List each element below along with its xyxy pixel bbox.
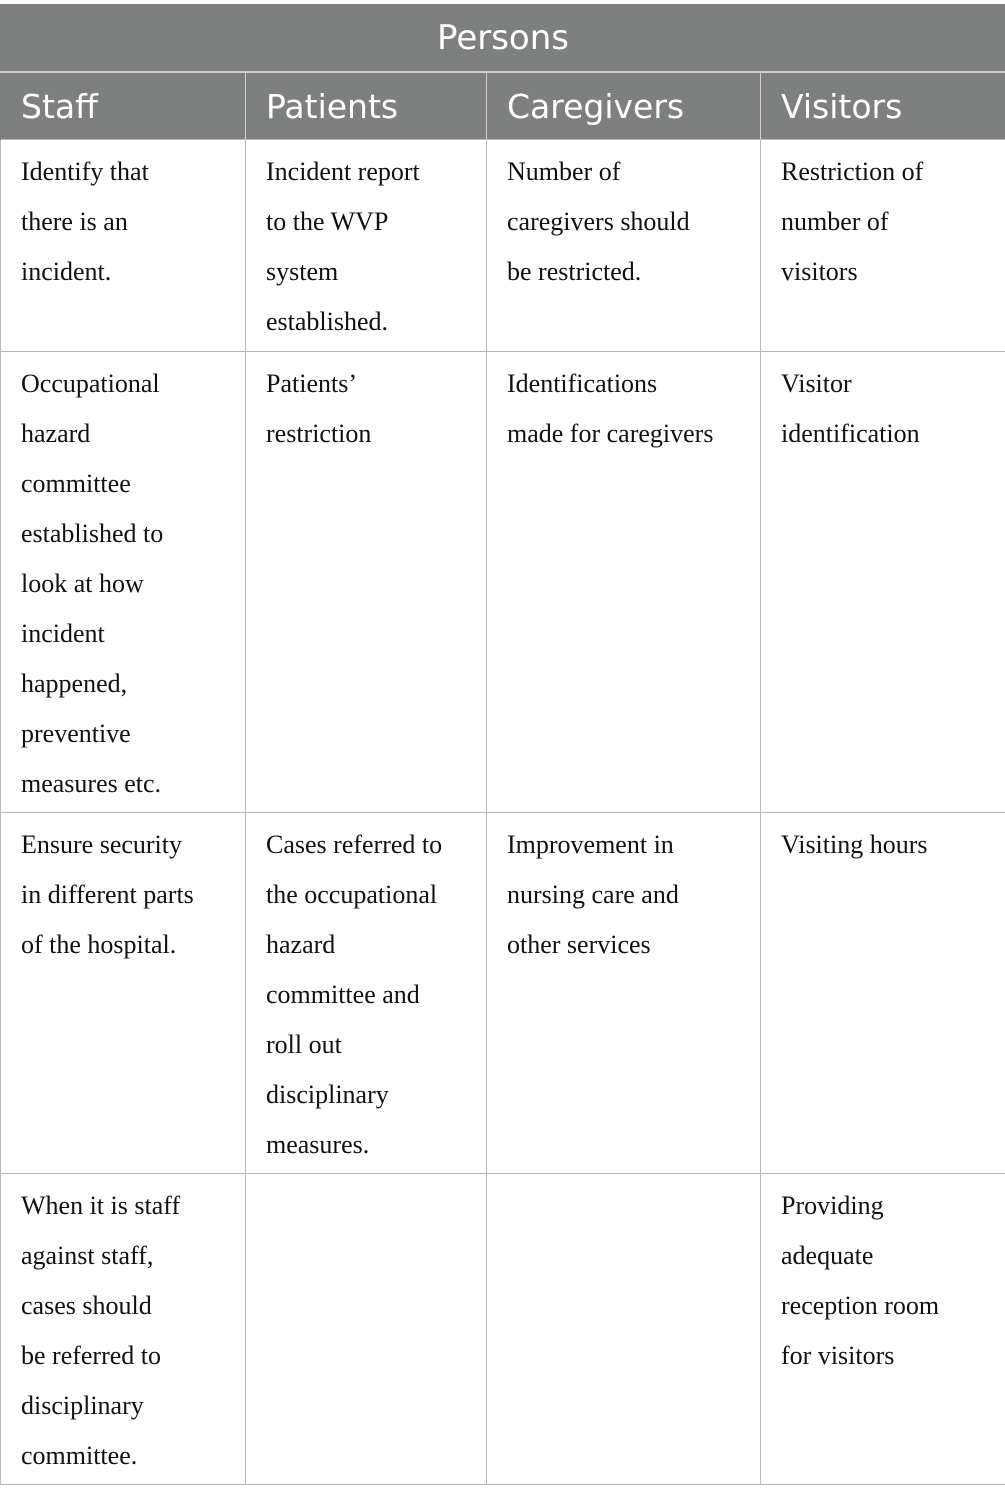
column-header-staff: Staff (1, 72, 246, 140)
column-header-visitors: Visitors (761, 72, 1005, 140)
table-cell-caregivers: Improvement in nursing care and other services (487, 813, 761, 1174)
table-row (1, 813, 1005, 1174)
table-cell-caregivers: Identifications made for caregivers (487, 352, 761, 813)
table-row (1, 1174, 1005, 1485)
table-cell-caregivers: Number of caregivers should be restricted. (487, 140, 761, 352)
table-cell-patients: Cases referred to the occupational hazard committee and roll out disciplinary measures. (246, 813, 487, 1174)
column-header-caregivers: Caregivers (487, 72, 761, 140)
table-row (1, 140, 1005, 352)
table-cell-staff: Identify that there is an incident. (1, 140, 246, 352)
table-cell-visitors: Visiting hours (761, 813, 1005, 1174)
column-header-row (1, 72, 1005, 140)
table-cell-staff: When it is staff against staff, cases should be referred to disciplinary committee. (1, 1174, 246, 1485)
table-cell-patients (246, 1174, 487, 1485)
group-header-row (1, 5, 1005, 73)
table-cell-visitors: Providing adequate reception room for visitors (761, 1174, 1005, 1485)
group-header-persons: Persons (1, 5, 1005, 73)
table-cell-visitors: Restriction of number of visitors (761, 140, 1005, 352)
column-header-patients: Patients (246, 72, 487, 140)
table-cell-visitors: Visitor identification (761, 352, 1005, 813)
persons-table (0, 4, 1005, 1485)
table-row (1, 352, 1005, 813)
table-cell-patients: Patients’ restriction (246, 352, 487, 813)
table-cell-caregivers (487, 1174, 761, 1485)
table-cell-staff: Occupational hazard committee established to look at how incident happened, preventive measures etc. (1, 352, 246, 813)
table-cell-patients: Incident report to the WVP system established. (246, 140, 487, 352)
table-cell-staff: Ensure security in different parts of the hospital. (1, 813, 246, 1174)
